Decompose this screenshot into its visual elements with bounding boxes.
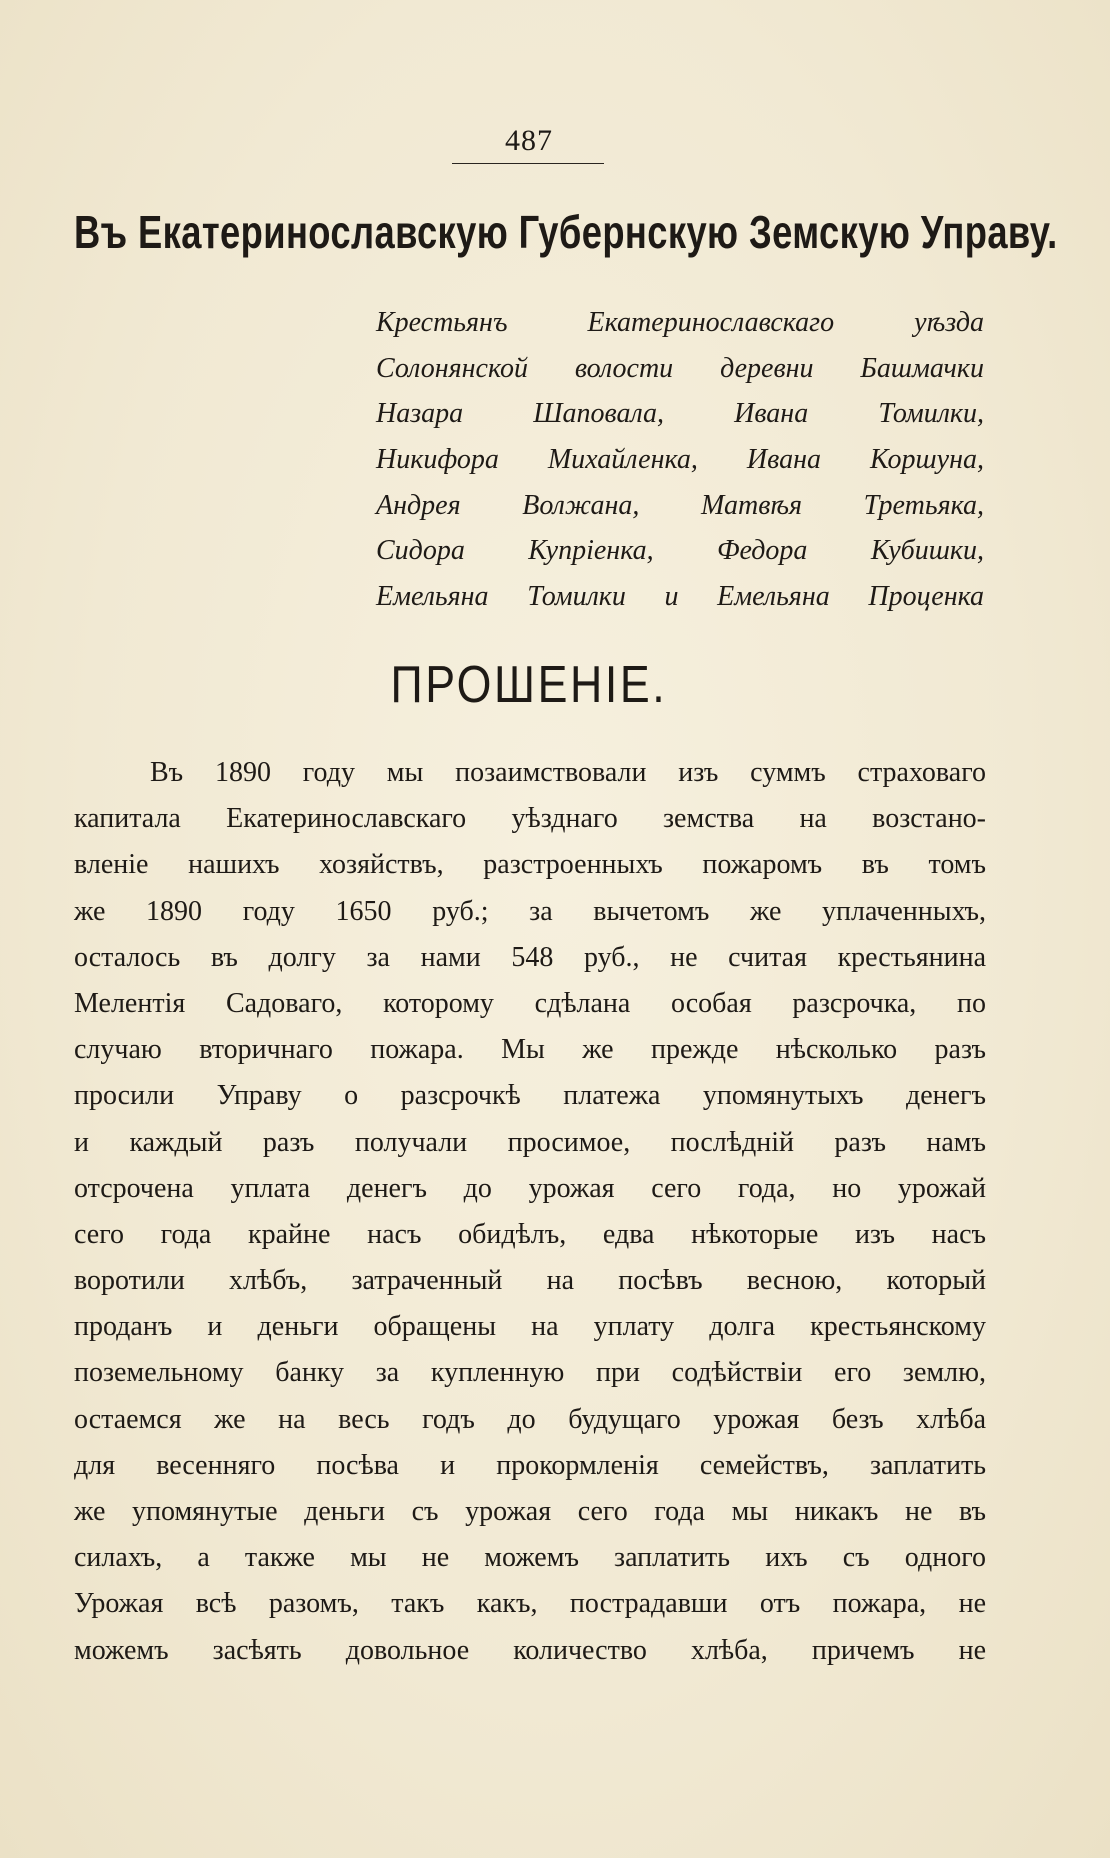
document-title	[0, 650, 1058, 720]
body-line: случаю вторичнаго пожара. Мы же прежде нѣсколько разъ	[74, 1034, 986, 1066]
body-line: вленіе нашихъ хозяйствъ, разстроенныхъ пожаромъ въ томъ	[74, 849, 986, 881]
body-line: Мелентія Садоваго, которому сдѣлана особая разсрочка, по	[74, 987, 986, 1019]
body-line: воротили хлѣбъ, затраченный на посѣвъ весною, который	[74, 1265, 986, 1297]
petitioners-line: Никифора Михайленка, Ивана Коршуна,	[376, 444, 984, 476]
body-line: можемъ засѣять довольное количество хлѣба, причемъ не	[74, 1634, 986, 1666]
addressee-heading: Въ Екатеринославскую Губернскую Земскую Управу.	[74, 206, 1058, 258]
petitioners-block	[376, 300, 984, 620]
petitioners-line: Крестьянъ Екатеринославскаго уѣзда	[376, 307, 984, 338]
page-number-rule	[452, 163, 604, 164]
body-line: и каждый разъ получали просимое, послѣдній разъ намъ	[74, 1126, 986, 1158]
body-line: проданъ и деньги обращены на уплату долга крестьянскому	[74, 1311, 986, 1343]
body-text	[74, 750, 986, 1674]
body-line: сего года крайне насъ обидѣлъ, едва нѣкоторые изъ насъ	[74, 1218, 986, 1250]
body-line: капитала Екатеринославскаго уѣзднаго земства на возстано-	[74, 803, 986, 835]
body-line: силахъ, а также мы не можемъ заплатить ихъ съ одного	[74, 1542, 986, 1574]
page-number: 487	[505, 124, 553, 157]
petitioners-line: Сидора Купріенка, Федора Кубишки,	[376, 535, 984, 567]
body-line: осталось въ долгу за нами 548 руб., не считая крестьянина	[74, 941, 986, 973]
body-line: просили Управу о разсрочкѣ платежа упомянутыхъ денегъ	[74, 1080, 986, 1112]
petitioners-line: Солонянской волости деревни Башмачки	[376, 352, 984, 384]
body-line: Урожая всѣ разомъ, такъ какъ, пострадавши отъ пожара, не	[74, 1588, 986, 1620]
document-title-text: ПРОШЕНІЕ.	[390, 656, 668, 714]
body-line: же упомянутые деньги съ урожая сего года мы никакъ не въ	[74, 1496, 986, 1527]
body-line: отсрочена уплата денегъ до урожая сего года, но урожай	[74, 1172, 986, 1204]
petitioners-line: Андрея Волжана, Матвѣя Третьяка,	[376, 489, 984, 521]
body-line: Въ 1890 году мы позаимствовали изъ суммъ страховаго	[150, 757, 986, 788]
petitioners-line: Емельяна Томилки и Емельяна Проценка	[376, 581, 984, 613]
body-line: же 1890 году 1650 руб.; за вычетомъ же уплаченныхъ,	[74, 895, 986, 927]
petitioners-line: Назара Шаповала, Ивана Томилки,	[376, 398, 984, 430]
body-line: для весенняго посѣва и прокормленія семействъ, заплатить	[74, 1449, 986, 1481]
body-line: поземельному банку за купленную при содѣйствіи его землю,	[74, 1357, 986, 1389]
body-line: остаемся же на весь годъ до будущаго урожая безъ хлѣба	[74, 1403, 986, 1435]
